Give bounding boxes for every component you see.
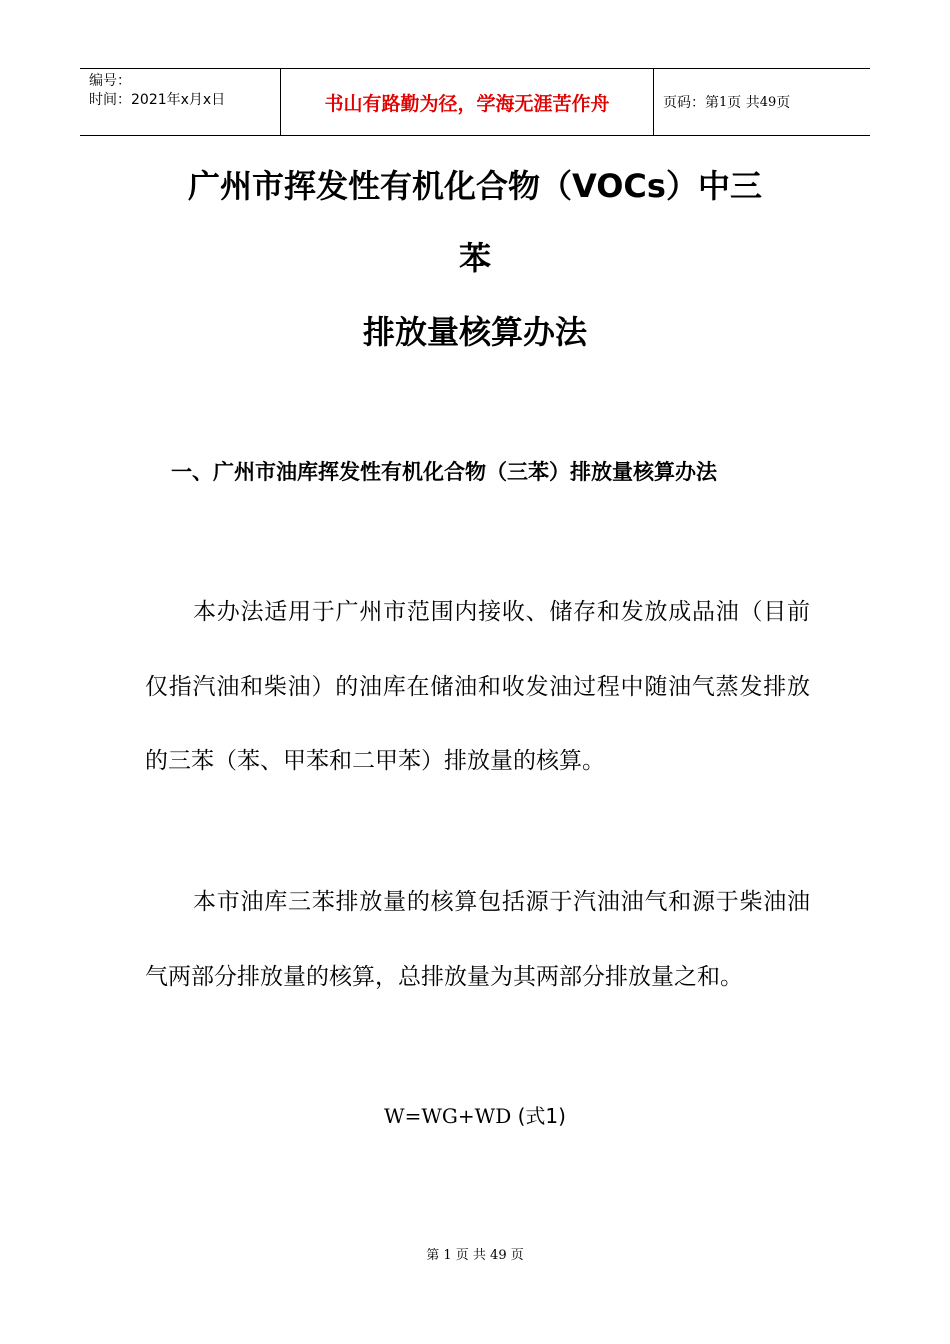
document-number-label: 编号： [89,73,131,89]
document-time-label: 时间：2021年x月x日 [89,92,226,108]
document-title-line-2: 苯 [458,239,491,277]
formula-label: (式1) [517,1104,566,1128]
header-info-cell [80,69,281,135]
body-paragraph: 本市油库三苯排放量的核算包括源于汽油油气和源于柴油油气两部分排放量的核算，总排放量为其两部分排放量之和。 [145,889,810,990]
section-heading: 一、广州市油库挥发性有机化合物（三苯）排放量核算办法 [171,460,717,484]
page-footer: 第 1 页 共 49 页 [426,1248,524,1263]
page-current: 1 [719,94,728,110]
header-motto-cell [281,69,654,135]
motto-text: 书山有路勤为径，学海无涯苦作舟 [324,92,610,115]
formula [0,1100,950,1129]
page-prefix: 页码：第 [663,95,719,111]
document-title-line-3: 排放量核算办法 [362,313,587,351]
formula-expression: W=WG+WD [384,1104,512,1128]
document-title-line-1: 广州市挥发性有机化合物（VOCs）中三 [188,167,762,205]
page-suffix: 页 [776,95,791,111]
header-page-cell [654,69,870,135]
page-header [80,68,870,136]
page-mid: 页 共 [727,95,760,111]
body-paragraph: 本办法适用于广州市范围内接收、储存和发放成品油（目前仅指汽油和柴油）的油库在储油和收发油过程中随油气蒸发排放的三苯（苯、甲苯和二甲苯）排放量的核算。 [145,599,810,774]
page-total: 49 [759,94,777,110]
